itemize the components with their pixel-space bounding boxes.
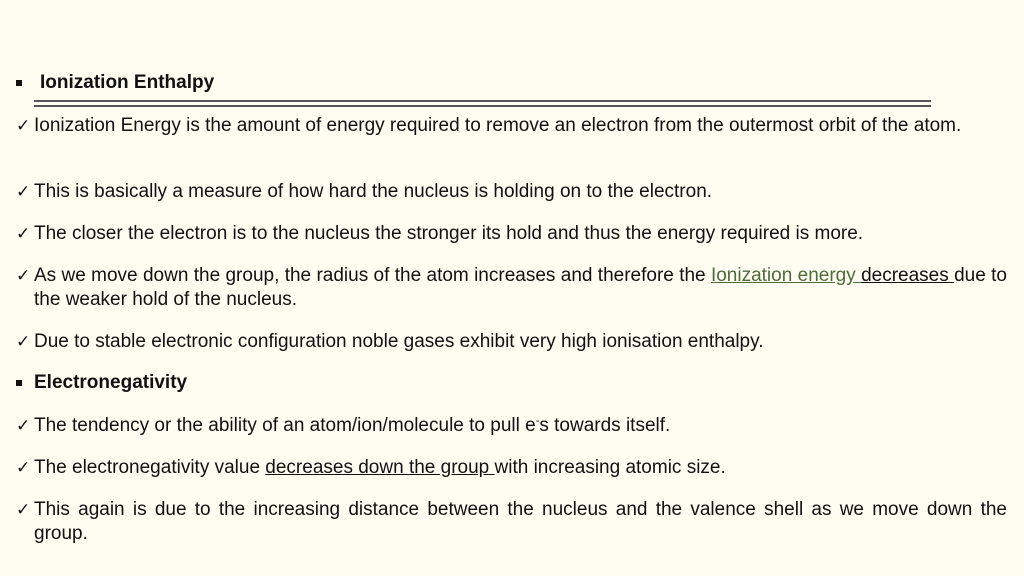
bullet-point	[16, 180, 1007, 204]
section-title: Ionization Enthalpy	[40, 72, 215, 93]
point-text: Ionization Energy is the amount of energy required to remove an electron from the outermost orbit of the atom.	[34, 115, 962, 136]
checkmark-icon: ✓	[16, 224, 31, 243]
bullet-point	[16, 330, 1007, 354]
bullet-point	[16, 114, 1007, 138]
section-heading-ionization	[16, 72, 214, 94]
point-text: The closer the electron is to the nucleus the stronger its hold and thus the energy required is more.	[34, 223, 864, 244]
point-text: Due to stable electronic configuration noble gases exhibit very high ionisation enthalpy.	[34, 331, 764, 352]
point-text	[34, 264, 1007, 312]
bullet-point	[16, 498, 1007, 546]
bullet-point	[16, 264, 1007, 312]
point-text	[34, 414, 1007, 438]
divider-line-top	[34, 100, 931, 102]
square-bullet-icon	[16, 80, 22, 86]
point-text	[34, 456, 1007, 480]
underlined-phrase: decreases	[861, 265, 955, 286]
point-text: This is basically a measure of how hard the nucleus is holding on to the electron.	[34, 181, 713, 202]
point-text: This again is due to the increasing distance between the nucleus and the valence shell as we move down the group.	[34, 499, 1007, 544]
checkmark-icon: ✓	[16, 182, 31, 201]
checkmark-icon: ✓	[16, 116, 31, 135]
checkmark-icon: ✓	[16, 416, 31, 435]
point-text-end: s towards itself.	[539, 415, 671, 436]
ionization-energy-link[interactable]: Ionization energy	[710, 265, 862, 286]
point-text-start: The electronegativity value	[34, 457, 266, 478]
underlined-phrase: decreases down the group	[265, 457, 495, 478]
bullet-point	[16, 222, 1007, 246]
bullet-point	[16, 414, 1007, 438]
bullet-point	[16, 456, 1007, 480]
point-text-start: The tendency or the ability of an atom/ion/molecule to pull e	[34, 415, 536, 436]
superscript-minus: -	[535, 415, 540, 427]
checkmark-icon: ✓	[16, 458, 31, 477]
checkmark-icon: ✓	[16, 266, 31, 285]
section-title: Electronegativity	[34, 372, 188, 393]
checkmark-icon: ✓	[16, 332, 31, 351]
point-text-end: due to the weaker hold of the nucleus.	[34, 265, 1007, 310]
point-text-end: with increasing atomic size.	[494, 457, 726, 478]
section-heading-electronegativity	[16, 372, 187, 394]
divider-line-bottom	[34, 105, 931, 107]
point-text-start: As we move down the group, the radius of the atom increases and therefore the	[34, 265, 711, 286]
square-bullet-icon	[16, 380, 22, 386]
checkmark-icon: ✓	[16, 500, 31, 519]
